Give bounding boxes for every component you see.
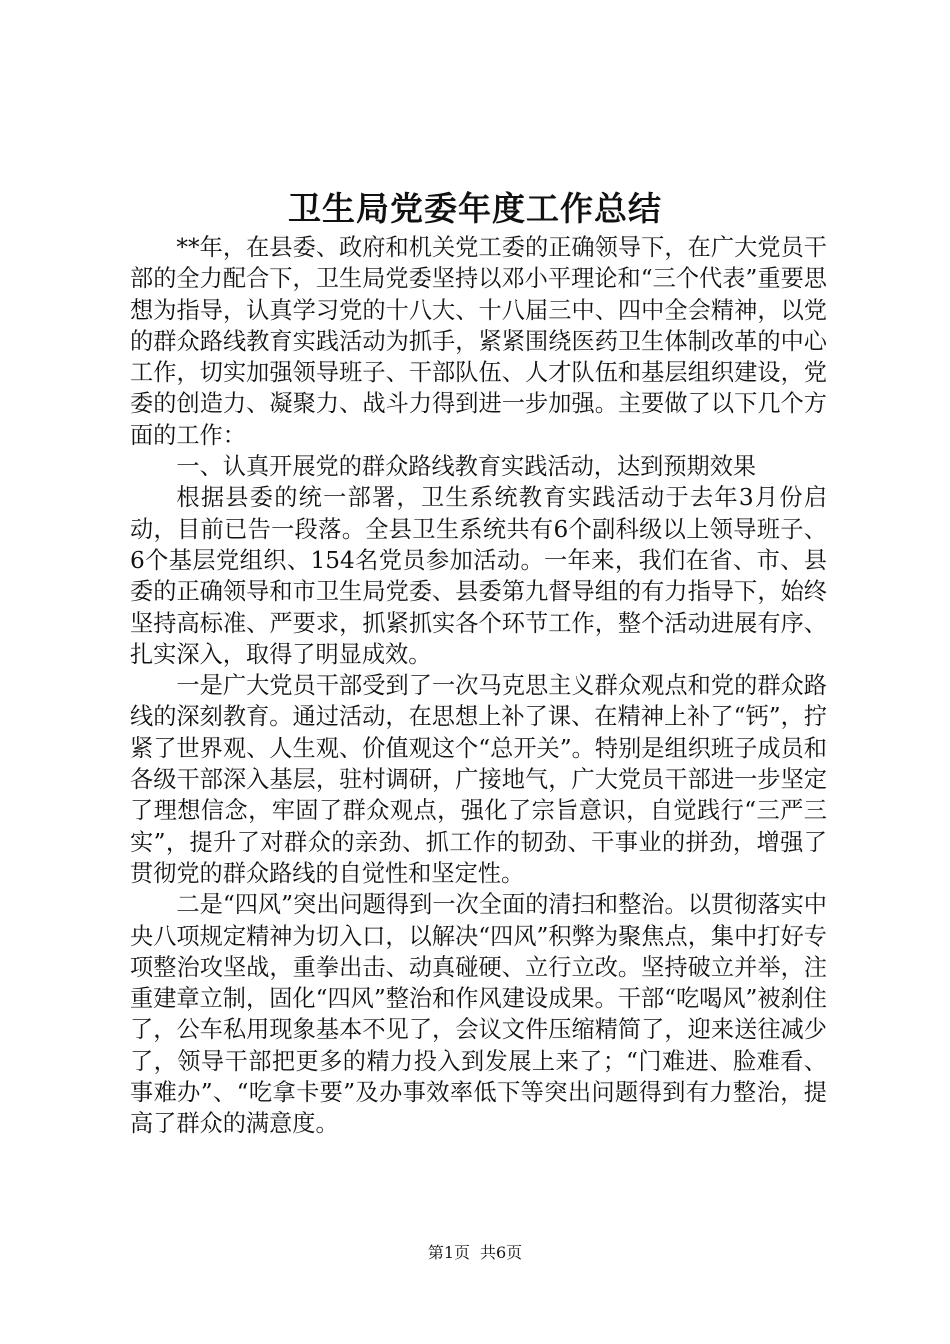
body-paragraph: 根据县委的统一部署，卫生系统教育实践活动于去年3月份启动，目前已告一段落。全县卫生系统共有6个副科级以上领导班子、6个基层党组织、154名党员参加活动。一年来，我们在省、市、县委的正确领导和市卫生局党委、县委第九督导组的有力指导下，始终坚持高标准、严要求，抓紧抓实各个环节工作，整个活动进展有序、扎实深入，取得了明显成效。	[130, 484, 827, 668]
body-paragraph: 二是“四风”突出问题得到一次全面的清扫和整治。以贯彻落实中央八项规定精神为切入口，以解决“四风”积弊为聚焦点，集中打好专项整治攻坚战，重拳出击、动真碰硬、立行立改。坚持破立并举，注重建章立制，固化“四风”整治和作风建设成果。干部“吃喝风”被刹住了，公车私用现象基本不见了，会议文件压缩精简了，迎来送往减少了，领导干部把更多的精力投入到发展上来了；“门难进、脸难看、事难办”、“吃拿卡要”及办事效率低下等突出问题得到有力整治，提高了群众的满意度。	[130, 891, 827, 1138]
page-total: 共6页	[480, 1243, 523, 1262]
document-body	[130, 232, 827, 1140]
body-paragraph: 一是广大党员干部受到了一次马克思主义群众观点和党的群众路线的深刻教育。通过活动，在思想上补了课、在精神上补了“钙”，拧紧了世界观、人生观、价值观这个“总开关”。特别是组织班子成员和各级干部深入基层，驻村调研，广接地气，广大党员干部进一步坚定了理想信念，牢固了群众观点，强化了宗旨意识，自觉践行“三严三实”，提升了对群众的亲劲、抓工作的韧劲、干事业的拼劲，增强了贯彻党的群众路线的自觉性和坚定性。	[130, 672, 827, 887]
document-title: 卫生局党委年度工作总结	[288, 189, 662, 228]
section-heading: 一、认真开展党的群众路线教育实践活动，达到预期效果	[176, 453, 757, 481]
intro-paragraph: **年，在县委、政府和机关党工委的正确领导下，在广大党员干部的全力配合下，卫生局党委坚持以邓小平理论和“三个代表”重要思想为指导，认真学习党的十八大、十八届三中、四中全会精神，以党的群众路线教育实践活动为抓手，紧紧围绕医药卫生体制改革的中心工作，切实加强领导班子、干部队伍、人才队伍和基层组织建设，党委的创造力、凝聚力、战斗力得到进一步加强。主要做了以下几个方面的工作：	[130, 234, 827, 449]
page-footer	[0, 1241, 950, 1265]
page-number: 第1页	[427, 1243, 470, 1262]
